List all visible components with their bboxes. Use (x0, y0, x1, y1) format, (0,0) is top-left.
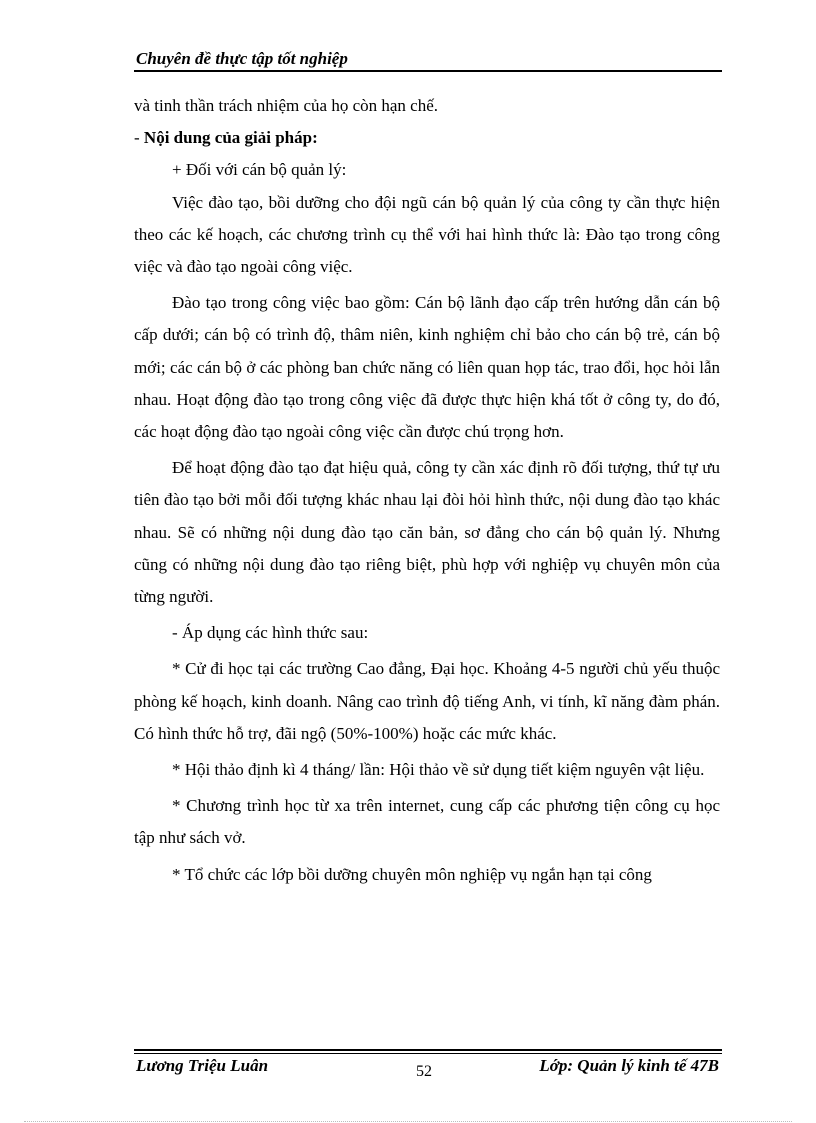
footer-author: Lương Triệu Luân (136, 1056, 269, 1075)
paragraph-on-the-job-training: Đào tạo trong công việc bao gồm: Cán bộ lãnh đạo cấp trên hướng dẫn cán bộ cấp dưới; cán bộ có trình độ, thâm niên, kinh nghiệm chỉ bảo cho cán bộ trẻ, cán bộ mới; các cán bộ ở các phòng ban chức năng có liên quan họp tác, trao đổi, học hỏi lẫn nhau. Hoạt động đào tạo trong công việc đã được thực hiện khá tốt ở công ty, do đó, các hoạt động đào tạo ngoài công việc cần được chú trọng hơn. (134, 293, 720, 442)
paragraph-training-plan: Việc đào tạo, bồi dưỡng cho đội ngũ cán bộ quản lý của công ty cần thực hiện theo các kế hoạch, các chương trình cụ thể với hai hình thức là: Đào tạo trong công việc và đào tạo ngoài công việc. (134, 192, 720, 277)
document-body (134, 90, 720, 891)
list-item-send-to-college: * Cử đi học tại các trường Cao đẳng, Đại học. Khoảng 4-5 người chủ yếu thuộc phòng kế hoạch, kinh doanh. Nâng cao trình độ tiếng Anh, vi tính, kĩ năng đàm phán. Có hình thức hỗ trợ, đãi ngộ (50%-100%) hoặc các mức khác. (134, 659, 720, 743)
paragraph-continuation: và tinh thần trách nhiệm của họ còn hạn chế. (134, 96, 438, 115)
heading-dash: - (134, 128, 144, 148)
subheading-managers: + Đối với cán bộ quản lý: (172, 160, 347, 180)
page-bottom-edge (24, 1121, 792, 1122)
footer-divider-thin (134, 1053, 722, 1054)
list-intro-forms: - Áp dụng các hình thức sau: (172, 623, 369, 643)
list-item-online-learning: * Chương trình học từ xa trên internet, cung cấp các phương tiện công cụ học tập như sách vở. (134, 796, 720, 848)
paragraph-training-effectiveness: Để hoạt động đào tạo đạt hiệu quả, công ty cần xác định rõ đối tượng, thứ tự ưu tiên đào tạo bởi mỗi đối tượng khác nhau lại đòi hỏi hình thức, nội dung đào tạo khác nhau. Sẽ có những nội dung đào tạo căn bản, sơ đẳng cho cán bộ quản lý. Nhưng cũng có những nội dung đào tạo riêng biệt, phù hợp với nghiệp vụ chuyên môn của từng người. (134, 458, 720, 607)
solution-content-heading (134, 122, 720, 154)
footer-divider-thick (134, 1049, 722, 1051)
list-item-short-courses: * Tổ chức các lớp bồi dưỡng chuyên môn nghiệp vụ ngắn hạn tại công (172, 864, 652, 884)
footer-class: Lớp: Quản lý kinh tế 47B (539, 1056, 719, 1075)
page-number: 52 (416, 1063, 432, 1080)
header-divider (134, 70, 722, 72)
list-item-periodic-seminar: * Hội thảo định kì 4 tháng/ lần: Hội thảo về sử dụng tiết kiệm nguyên vật liệu. (172, 760, 705, 780)
page-header-title: Chuyên đề thực tập tốt nghiệp (136, 49, 348, 68)
heading-bold-text: Nội dung của giải pháp: (143, 128, 318, 148)
